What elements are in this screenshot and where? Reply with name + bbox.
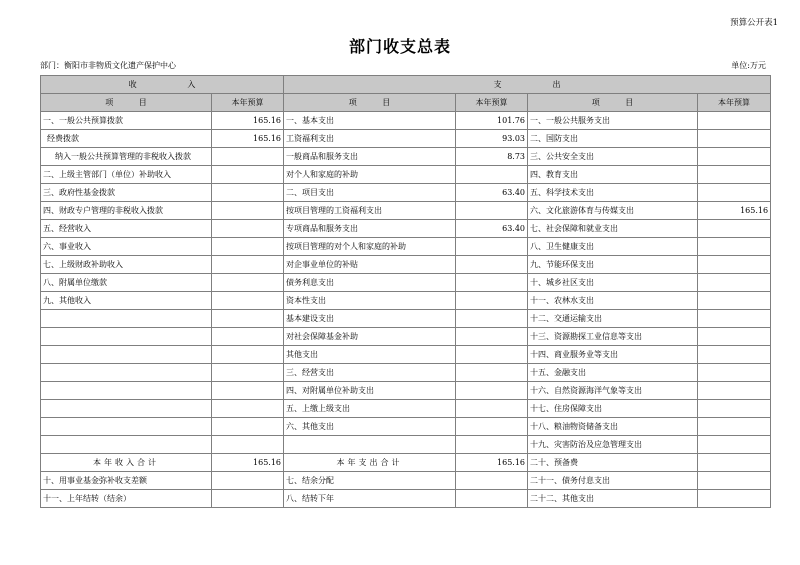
income-item-cell: 本年收入合计 <box>41 454 212 472</box>
income-item-cell <box>41 328 212 346</box>
income-budget-cell <box>212 418 284 436</box>
table-row <box>41 328 771 346</box>
function-item-cell: 四、教育支出 <box>528 166 698 184</box>
expense-budget-cell <box>456 166 528 184</box>
function-budget-cell <box>698 112 771 130</box>
income-budget-cell <box>212 490 284 508</box>
budget-table <box>40 75 771 508</box>
expense-item-cell: 基本建设支出 <box>284 310 456 328</box>
income-item-cell: 九、其他收入 <box>41 292 212 310</box>
income-item-cell <box>41 310 212 328</box>
income-budget-cell <box>212 166 284 184</box>
function-item-cell: 十六、自然资源海洋气象等支出 <box>528 382 698 400</box>
function-budget-cell <box>698 472 771 490</box>
income-header: 收 入 <box>41 76 284 94</box>
expense-item-cell: 按项目管理的对个人和家庭的补助 <box>284 238 456 256</box>
income-budget-cell <box>212 382 284 400</box>
expense-item-cell: 工资福利支出 <box>284 130 456 148</box>
expense-item-cell: 四、对附属单位补助支出 <box>284 382 456 400</box>
income-budget-cell <box>212 346 284 364</box>
income-budget-cell <box>212 400 284 418</box>
function-budget-cell <box>698 382 771 400</box>
table-number-label: 预算公开表1 <box>730 18 778 28</box>
table-row <box>41 346 771 364</box>
income-item-cell: 八、附属单位缴款 <box>41 274 212 292</box>
expense-budget-cell <box>456 328 528 346</box>
income-budget-cell <box>212 202 284 220</box>
function-budget-cell <box>698 490 771 508</box>
income-budget-cell: 165.16 <box>212 112 284 130</box>
expense-budget-cell <box>456 256 528 274</box>
income-budget-cell <box>212 238 284 256</box>
table-row <box>41 418 771 436</box>
function-budget-cell <box>698 418 771 436</box>
income-item-cell: 经费拨款 <box>41 130 212 148</box>
table-row <box>41 472 771 490</box>
expense-budget-cell <box>456 418 528 436</box>
function-item-cell: 十七、住房保障支出 <box>528 400 698 418</box>
expense-budget-cell <box>456 346 528 364</box>
income-budget-cell <box>212 220 284 238</box>
expense-budget-cell: 93.03 <box>456 130 528 148</box>
expense-budget-cell: 165.16 <box>456 454 528 472</box>
function-budget-cell <box>698 400 771 418</box>
expense-item-cell: 专项商品和服务支出 <box>284 220 456 238</box>
function-item-header: 项 目 <box>528 94 698 112</box>
expense-budget-cell <box>456 238 528 256</box>
table-row <box>41 256 771 274</box>
table-row <box>41 436 771 454</box>
table-row <box>41 274 771 292</box>
function-item-cell: 十三、资源勘探工业信息等支出 <box>528 328 698 346</box>
function-item-cell: 一、一般公共服务支出 <box>528 112 698 130</box>
expense-budget-cell: 63.40 <box>456 220 528 238</box>
function-item-cell: 二十一、债务付息支出 <box>528 472 698 490</box>
income-budget-header: 本年预算 <box>212 94 284 112</box>
expense-budget-cell <box>456 490 528 508</box>
function-item-cell: 十一、农林水支出 <box>528 292 698 310</box>
income-budget-cell <box>212 274 284 292</box>
expense-budget-cell <box>456 274 528 292</box>
income-item-cell <box>41 364 212 382</box>
function-item-cell: 六、文化旅游体育与传媒支出 <box>528 202 698 220</box>
expense-item-cell: 一般商品和服务支出 <box>284 148 456 166</box>
income-item-cell <box>41 418 212 436</box>
function-item-cell: 十九、灾害防治及应急管理支出 <box>528 436 698 454</box>
table-row <box>41 130 771 148</box>
expense-item-cell: 本年支出合计 <box>284 454 456 472</box>
expense-item-cell: 七、结余分配 <box>284 472 456 490</box>
function-budget-cell <box>698 166 771 184</box>
income-item-cell: 十、用事业基金弥补收支差额 <box>41 472 212 490</box>
function-budget-cell <box>698 130 771 148</box>
income-budget-cell <box>212 184 284 202</box>
income-item-cell <box>41 382 212 400</box>
income-budget-cell: 165.16 <box>212 454 284 472</box>
function-budget-cell <box>698 238 771 256</box>
expense-item-cell: 对社会保障基金补助 <box>284 328 456 346</box>
function-budget-cell <box>698 220 771 238</box>
income-budget-cell <box>212 436 284 454</box>
income-item-cell: 三、政府性基金拨款 <box>41 184 212 202</box>
function-item-cell: 十八、粮油物资储备支出 <box>528 418 698 436</box>
expense-item-cell: 一、基本支出 <box>284 112 456 130</box>
table-row <box>41 166 771 184</box>
table-row <box>41 184 771 202</box>
function-budget-cell <box>698 292 771 310</box>
function-item-cell: 九、节能环保支出 <box>528 256 698 274</box>
expense-item-cell: 二、项目支出 <box>284 184 456 202</box>
income-item-cell: 七、上级财政补助收入 <box>41 256 212 274</box>
income-item-cell: 四、财政专户管理的非税收入拨款 <box>41 202 212 220</box>
function-item-cell: 十四、商业服务业等支出 <box>528 346 698 364</box>
function-item-cell: 十二、交通运输支出 <box>528 310 698 328</box>
page-title: 部门收支总表 <box>348 37 451 56</box>
income-item-cell: 五、经营收入 <box>41 220 212 238</box>
table-row <box>41 454 771 472</box>
table-row <box>41 112 771 130</box>
income-item-cell: 六、事业收入 <box>41 238 212 256</box>
expense-budget-cell: 8.73 <box>456 148 528 166</box>
function-budget-cell <box>698 256 771 274</box>
expense-budget-cell <box>456 364 528 382</box>
table-row <box>41 292 771 310</box>
expense-item-cell: 资本性支出 <box>284 292 456 310</box>
expense-item-cell: 债务利息支出 <box>284 274 456 292</box>
function-budget-header: 本年预算 <box>698 94 771 112</box>
expense-item-cell: 按项目管理的工资福利支出 <box>284 202 456 220</box>
table-row <box>41 238 771 256</box>
table-row <box>41 148 771 166</box>
income-item-cell: 二、上级主管部门（单位）补助收入 <box>41 166 212 184</box>
expense-item-header: 项 目 <box>284 94 456 112</box>
expense-budget-cell: 101.76 <box>456 112 528 130</box>
table-row <box>41 382 771 400</box>
expense-budget-cell <box>456 310 528 328</box>
income-item-cell: 纳入一般公共预算管理的非税收入拨款 <box>41 148 212 166</box>
function-budget-cell <box>698 454 771 472</box>
table-row <box>41 220 771 238</box>
income-budget-cell <box>212 292 284 310</box>
income-item-cell <box>41 436 212 454</box>
function-budget-cell: 165.16 <box>698 202 771 220</box>
function-budget-cell <box>698 436 771 454</box>
function-item-cell: 三、公共安全支出 <box>528 148 698 166</box>
function-budget-cell <box>698 310 771 328</box>
income-item-header: 项 目 <box>41 94 212 112</box>
income-budget-cell <box>212 328 284 346</box>
expense-budget-cell <box>456 400 528 418</box>
income-budget-cell <box>212 148 284 166</box>
expense-item-cell: 八、结转下年 <box>284 490 456 508</box>
income-budget-cell <box>212 256 284 274</box>
expense-budget-cell <box>456 472 528 490</box>
function-item-cell: 十五、金融支出 <box>528 364 698 382</box>
function-item-cell: 七、社会保障和就业支出 <box>528 220 698 238</box>
expense-budget-cell <box>456 202 528 220</box>
function-budget-cell <box>698 148 771 166</box>
unit-label: 单位:万元 <box>731 61 766 70</box>
expense-item-cell: 六、其他支出 <box>284 418 456 436</box>
table-row <box>41 490 771 508</box>
function-budget-cell <box>698 364 771 382</box>
table-row <box>41 310 771 328</box>
function-budget-cell <box>698 346 771 364</box>
expense-item-cell <box>284 436 456 454</box>
function-item-cell: 五、科学技术支出 <box>528 184 698 202</box>
department-label: 部门：衡阳市非物质文化遗产保护中心 <box>40 61 176 70</box>
income-budget-cell: 165.16 <box>212 130 284 148</box>
income-item-cell <box>41 346 212 364</box>
income-item-cell: 十一、上年结转（结余） <box>41 490 212 508</box>
income-item-cell <box>41 400 212 418</box>
expense-item-cell: 其他支出 <box>284 346 456 364</box>
income-budget-cell <box>212 472 284 490</box>
expense-budget-cell: 63.40 <box>456 184 528 202</box>
function-budget-cell <box>698 184 771 202</box>
table-row <box>41 400 771 418</box>
expense-item-cell: 五、上缴上级支出 <box>284 400 456 418</box>
expense-item-cell: 三、经营支出 <box>284 364 456 382</box>
function-item-cell: 二、国防支出 <box>528 130 698 148</box>
function-item-cell: 二十二、其他支出 <box>528 490 698 508</box>
table-row <box>41 202 771 220</box>
expense-header: 支 出 <box>284 76 771 94</box>
expense-budget-cell <box>456 382 528 400</box>
table-row <box>41 364 771 382</box>
expense-item-cell: 对企事业单位的补贴 <box>284 256 456 274</box>
income-budget-cell <box>212 310 284 328</box>
expense-budget-cell <box>456 436 528 454</box>
income-item-cell: 一、一般公共预算拨款 <box>41 112 212 130</box>
function-budget-cell <box>698 274 771 292</box>
function-item-cell: 二十、预备费 <box>528 454 698 472</box>
expense-budget-header: 本年预算 <box>456 94 528 112</box>
expense-budget-cell <box>456 292 528 310</box>
function-item-cell: 八、卫生健康支出 <box>528 238 698 256</box>
expense-item-cell: 对个人和家庭的补助 <box>284 166 456 184</box>
income-budget-cell <box>212 364 284 382</box>
function-item-cell: 十、城乡社区支出 <box>528 274 698 292</box>
function-budget-cell <box>698 328 771 346</box>
